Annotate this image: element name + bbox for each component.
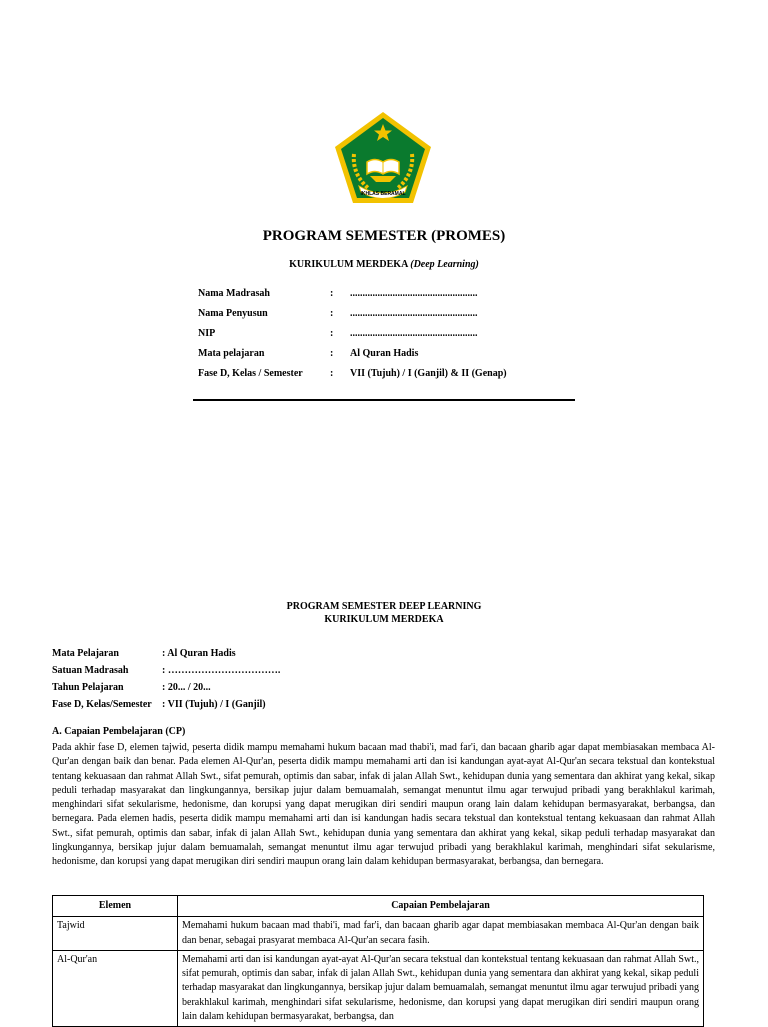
info-sep: :: [330, 308, 334, 319]
info-value: ...................................................: [350, 328, 478, 339]
subtitle-main: KURIKULUM MERDEKA: [289, 259, 411, 270]
cell-elemen: Tajwid: [53, 917, 178, 951]
subtitle-italic: (Deep Learning): [410, 259, 479, 270]
info-value: ...................................................: [350, 288, 478, 299]
table-row: [53, 917, 704, 951]
cover-title: PROGRAM SEMESTER (PROMES): [262, 228, 506, 244]
cover-info: [198, 287, 507, 387]
info-label: Mata pelajaran: [198, 348, 265, 359]
section-info: [52, 647, 280, 715]
info-sep: :: [330, 328, 334, 339]
info-sep: :: [330, 368, 334, 379]
section-info-value: : …………………………….: [162, 665, 281, 676]
kemenag-logo: [332, 110, 434, 206]
cover-subtitle: [0, 259, 768, 270]
info-sep: :: [330, 288, 334, 299]
section-info-row: [52, 664, 280, 681]
table-row: [53, 950, 704, 1026]
cell-capaian: Memahami arti dan isi kandungan ayat-ayat Al-Qur'an secara tekstual dan kontekstual tentang kekuasaan dan rahmat Allah Swt., sifat pemurah, optimis dan sabar, infak di jalan Allah Swt., kehidupan dunia yang sementara dan akhirat yang kekal, sikap peduli terhadap masyarakat dan lingkungannya, bersikap jujur dalam bemuamalah, semangat menuntut ilmu agar terwujud pribadi yang berakhlakul karimah, menghindari sifat sekularisme, hedonisme, dan korupsi yang dapat merugikan diri sendiri maupun orang lain dalam kehidupan bermasyarakat, berbangsa, dan: [178, 950, 704, 1026]
section-info-label: Satuan Madrasah: [52, 665, 129, 676]
section-info-row: [52, 698, 280, 715]
info-label: NIP: [198, 328, 216, 339]
info-row: [198, 347, 507, 367]
cell-elemen: Al-Qur'an: [53, 950, 178, 1026]
header-capaian: Capaian Pembelajaran: [178, 896, 704, 917]
info-value: Al Quran Hadis: [350, 348, 419, 359]
info-sep: :: [330, 348, 334, 359]
info-row: [198, 367, 507, 387]
section-title-line2: KURIKULUM MERDEKA: [324, 614, 444, 625]
section-info-label: Tahun Pelajaran: [52, 682, 124, 693]
section-info-row: [52, 647, 280, 664]
section-title: [0, 600, 768, 626]
cp-paragraph: Pada akhir fase D, elemen tajwid, peserta didik mampu memahami hukum bacaan mad thabi'i, mad far'i, dan bacaan gharib agar dapat membiasakan membaca Al-Qur'an dengan baik dan benar. Pada elemen Al-Qur'an, peserta didik mampu memahami arti dan isi kandungan ayat-ayat Al-Qur'an secara tekstual dan kontekstual tentang kekuasaan dan rahmat Allah Swt., sifat pemurah, optimis dan sabar, infak di jalan Allah Swt., kehidupan dunia yang sementara dan akhirat yang kekal, sikap peduli terhadap masyarakat dan lingkungannya, bersikap jujur dalam bemuamalah, semangat menuntut ilmu agar terwujud pribadi yang berakhlakul karimah, menghindari sifat sekularisme, hedonisme, dan korupsi yang dapat merugikan diri sendiri maupun orang lain dalam kehidupan bermasyarakat, berbangsa, dan bernegara. Pada elemen hadis, peserta didik mampu memahami arti dan isi kandungan hadis secara tekstual dan kontekstual tentang kekuasaan dan rahmat Allah Swt., sifat pemurah, optimis dan sabar, infak di jalan Allah Swt., kehidupan dunia yang sementara dan akhirat yang kekal, sikap peduli terhadap masyarakat dan lingkungannya, bersikap jujur dalam bemuamalah, semangat menuntut ilmu agar terwujud pribadi yang berakhlakul karimah, menghindari sifat sekularisme, hedonisme, dan korupsi yang dapat merugikan diri sendiri maupun orang lain dalam kehidupan bermasyarakat, berbangsa, dan bernegara.: [52, 742, 715, 868]
info-label: Nama Madrasah: [198, 288, 270, 299]
cp-heading: A. Capaian Pembelajaran (CP): [52, 726, 186, 737]
info-row: [198, 287, 507, 307]
cell-capaian: Memahami hukum bacaan mad thabi'i, mad far'i, dan bacaan gharib agar dapat membiasakan membaca Al-Qur'an dengan baik dan benar, sebagai prasyarat membaca Al-Qur'an secara fasih.: [178, 917, 704, 951]
cover-divider: [193, 399, 575, 401]
section-info-label: Fase D, Kelas/Semester: [52, 699, 152, 710]
section-title-line1: PROGRAM SEMESTER DEEP LEARNING: [286, 601, 482, 612]
section-info-value: : 20... / 20...: [162, 682, 211, 693]
section-info-label: Mata Pelajaran: [52, 648, 119, 659]
logo-ribbon-text: IKHLAS BERAMAL: [360, 191, 406, 197]
info-value: VII (Tujuh) / I (Ganjil) & II (Genap): [350, 368, 507, 379]
info-row: [198, 327, 507, 347]
cp-table: [52, 895, 704, 1027]
header-elemen: Elemen: [53, 896, 178, 917]
section-info-value: : Al Quran Hadis: [162, 648, 236, 659]
info-row: [198, 307, 507, 327]
table-header-row: [53, 896, 704, 917]
info-label: Fase D, Kelas / Semester: [198, 368, 303, 379]
info-label: Nama Penyusun: [198, 308, 268, 319]
info-value: ...................................................: [350, 308, 478, 319]
section-info-value: : VII (Tujuh) / I (Ganjil): [162, 699, 266, 710]
section-info-row: [52, 681, 280, 698]
